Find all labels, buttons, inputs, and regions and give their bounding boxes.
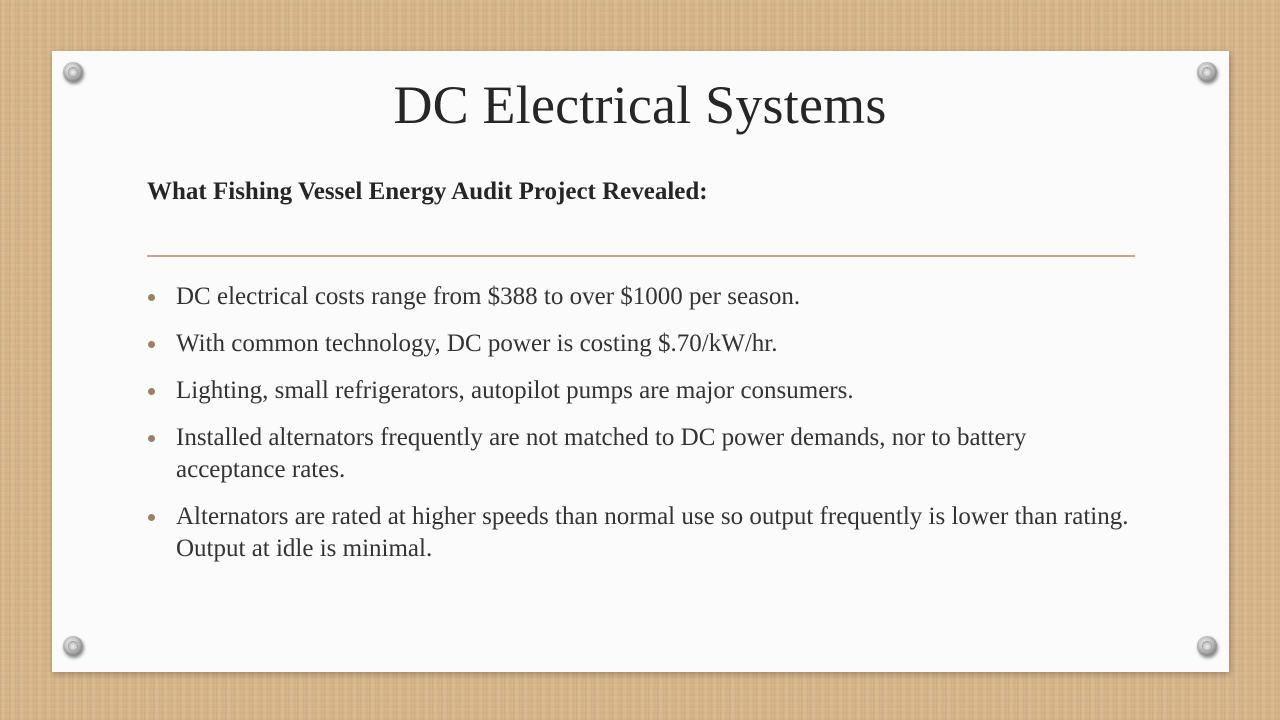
slide-title: DC Electrical Systems xyxy=(393,75,887,135)
bullet-text: DC electrical costs range from $388 to over $1000 per season. xyxy=(176,283,801,310)
bullet-dot-icon xyxy=(148,514,155,521)
push-pin-icon xyxy=(63,636,83,656)
bullet-list xyxy=(146,281,1136,580)
bullet-dot-icon xyxy=(148,388,155,395)
bullet-dot-icon xyxy=(148,294,155,301)
bullet-text: With common technology, DC power is costing $.70/kW/hr. xyxy=(176,330,778,357)
bullet-item xyxy=(146,281,1136,313)
bullet-text: Alternators are rated at higher speeds than normal use so output frequently is lower than rating. Output at idle is minimal. xyxy=(176,503,1129,562)
bullet-item xyxy=(146,328,1136,360)
bullet-text: Lighting, small refrigerators, autopilot pumps are major consumers. xyxy=(176,377,854,404)
bullet-text: Installed alternators frequently are not matched to DC power demands, nor to battery acceptance rates. xyxy=(176,424,1027,483)
bullet-dot-icon xyxy=(148,435,155,442)
bullet-dot-icon xyxy=(148,341,155,348)
push-pin-icon xyxy=(1197,636,1217,656)
slide-subtitle: What Fishing Vessel Energy Audit Project Revealed: xyxy=(147,178,708,205)
bullet-item xyxy=(146,501,1136,565)
bullet-item xyxy=(146,422,1136,486)
divider xyxy=(147,255,1135,257)
bullet-item xyxy=(146,375,1136,407)
